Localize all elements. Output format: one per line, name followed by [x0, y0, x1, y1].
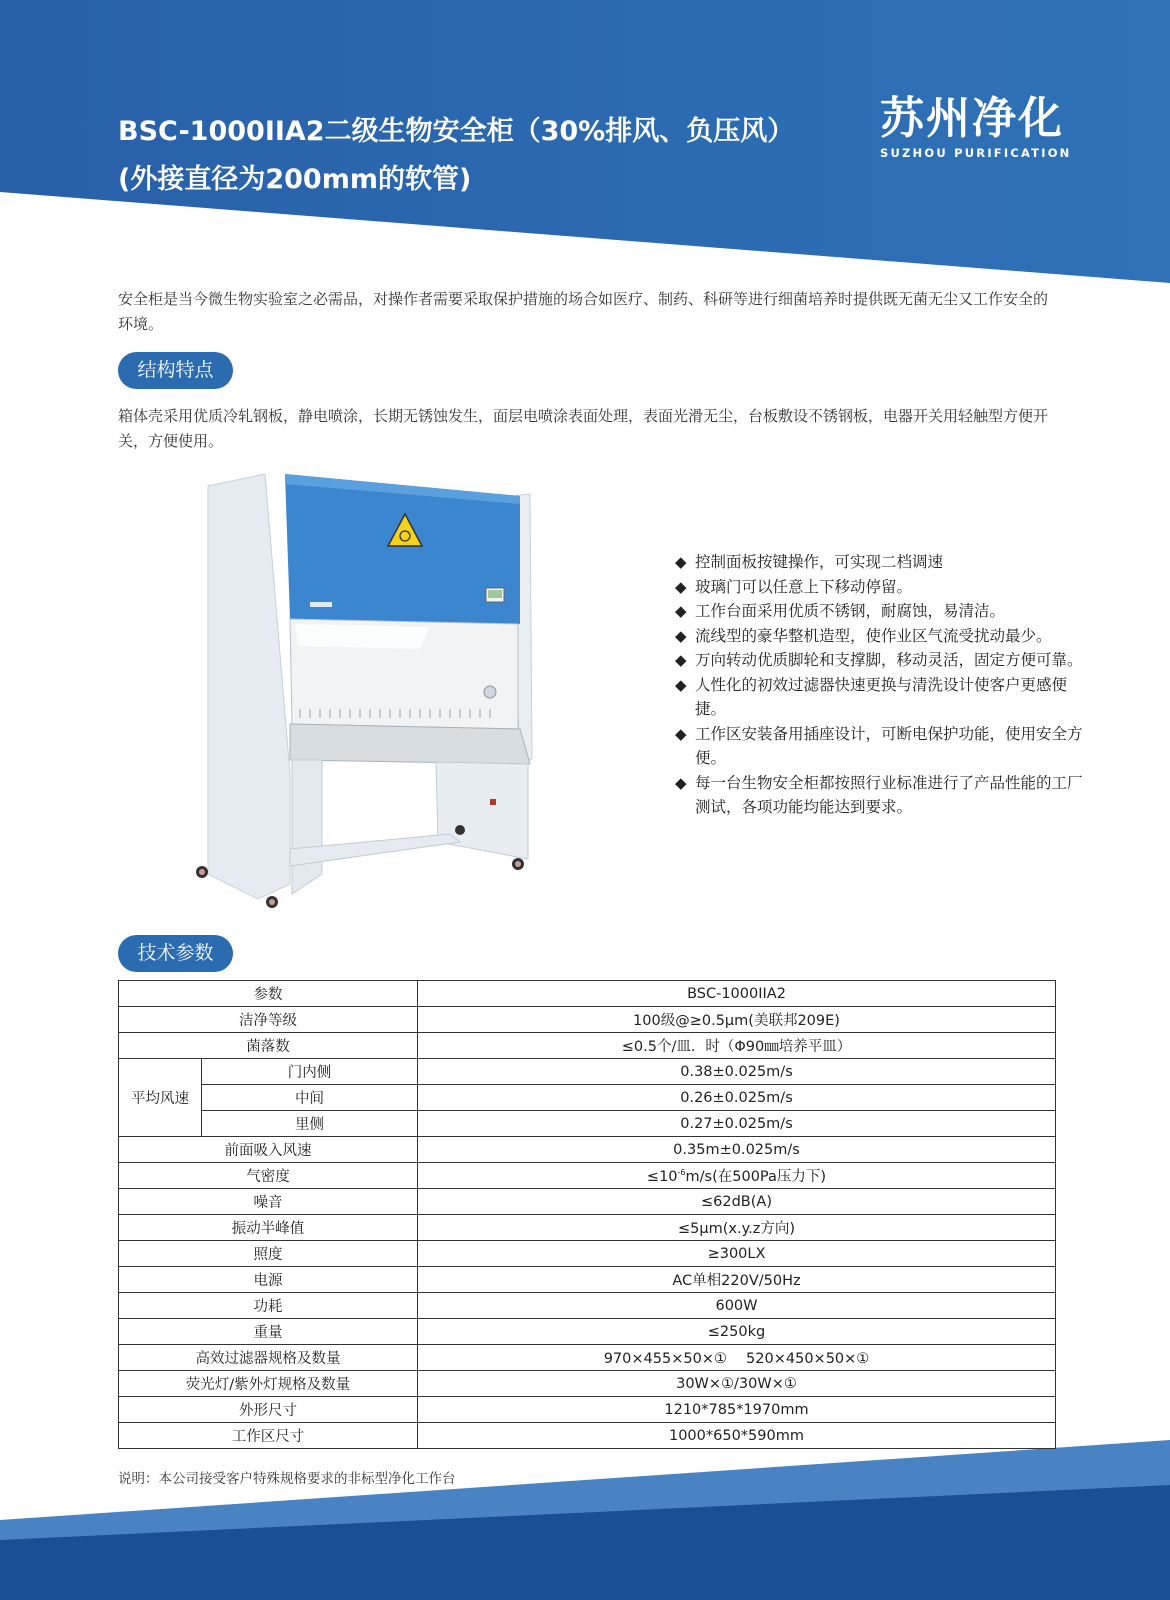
- table-row: [119, 1085, 1056, 1111]
- table-cell: 1210*785*1970mm: [418, 1397, 1056, 1423]
- spec-table: [118, 980, 1056, 1449]
- diamond-bullet-icon: ◆: [675, 553, 687, 571]
- table-cell: 100级@≥0.5μm(美联邦209E): [418, 1007, 1056, 1033]
- diamond-bullet-icon: ◆: [675, 602, 687, 620]
- table-row: [119, 1345, 1056, 1371]
- table-cell: 0.35m±0.025m/s: [418, 1137, 1056, 1163]
- table-cell: 工作区尺寸: [119, 1423, 418, 1449]
- table-cell: 噪音: [119, 1189, 418, 1215]
- feature-item: [675, 575, 1095, 600]
- intro-paragraph: 安全柜是当今微生物实验室之必需品，对操作者需要采取保护措施的场合如医疗、制药、科研等进行细菌培养时提供既无菌无尘又工作安全的环境。: [118, 290, 1049, 333]
- table-cell: 参数: [119, 981, 418, 1007]
- section-label-specs: 技术参数: [118, 935, 233, 972]
- table-header-row: [119, 981, 1056, 1007]
- logo-english: SUZHOU PURIFICATION: [880, 146, 1072, 160]
- table-row: [119, 1267, 1056, 1293]
- feature-text: 工作台面采用优质不锈钢，耐腐蚀，易清洁。: [695, 602, 1006, 620]
- table-row: [119, 1319, 1056, 1345]
- table-cell: 0.26±0.025m/s: [418, 1085, 1056, 1111]
- table-cell: 600W: [418, 1293, 1056, 1319]
- diamond-bullet-icon: ◆: [675, 675, 687, 694]
- table-cell: 1000*650*590mm: [418, 1423, 1056, 1449]
- structure-description: 箱体壳采用优质冷轧钢板，静电喷涂，长期无锈蚀发生，面层电喷涂表面处理，表面光滑无尘，台板敷设不锈钢板，电器开关用轻触型方便开关，方便使用。: [118, 407, 1049, 450]
- feature-item: [675, 771, 1095, 820]
- value-prefix: ≤10: [646, 1169, 678, 1185]
- table-cell: 振动半峰值: [119, 1215, 418, 1241]
- feature-item: [675, 722, 1095, 771]
- table-row: [119, 1423, 1056, 1449]
- table-cell: 0.27±0.025m/s: [418, 1111, 1056, 1137]
- footnote: 说明：本公司接受客户特殊规格要求的非标型净化工作台: [118, 1471, 456, 1487]
- footer-banner: [0, 1440, 1170, 1600]
- feature-item: [675, 648, 1095, 673]
- table-cell: 970×455×50×① 520×450×50×①: [418, 1345, 1056, 1371]
- section-label-structure: 结构特点: [118, 352, 233, 389]
- table-row: [119, 1189, 1056, 1215]
- table-row: [119, 1215, 1056, 1241]
- table-cell: 0.38±0.025m/s: [418, 1059, 1056, 1085]
- feature-item: [675, 550, 1095, 575]
- feature-text: 人性化的初效过滤器快速更换与清洗设计使客户更感便捷。: [695, 675, 1068, 718]
- table-cell-group: 平均风速: [119, 1059, 202, 1137]
- diamond-bullet-icon: ◆: [675, 724, 687, 743]
- value-suffix: m/s(在500Pa压力下): [685, 1169, 827, 1185]
- table-cell: 里侧: [202, 1111, 418, 1137]
- table-cell: 30W×①/30W×①: [418, 1371, 1056, 1397]
- table-cell: 门内侧: [202, 1059, 418, 1085]
- table-cell: 电源: [119, 1267, 418, 1293]
- table-cell: 外形尺寸: [119, 1397, 418, 1423]
- feature-text: 万向转动优质脚轮和支撑脚，移动灵活，固定方便可靠。: [695, 651, 1083, 669]
- table-row: [119, 1293, 1056, 1319]
- title-line-2: (外接直径为200mm的软管): [118, 164, 472, 195]
- feature-text: 每一台生物安全柜都按照行业标准进行了产品性能的工厂测试，各项功能均能达到要求。: [695, 773, 1083, 816]
- table-cell: 重量: [119, 1319, 418, 1345]
- company-logo: [880, 94, 1080, 160]
- table-cell: 中间: [202, 1085, 418, 1111]
- value-exponent: -6: [677, 1168, 686, 1178]
- diamond-bullet-icon: ◆: [675, 651, 687, 669]
- table-cell: 气密度: [119, 1163, 418, 1189]
- table-row: [119, 1137, 1056, 1163]
- diamond-bullet-icon: ◆: [675, 577, 687, 596]
- title-line-1: BSC-1000IIA2二级生物安全柜（30%排风、负压风）: [118, 116, 795, 147]
- table-row: [119, 1163, 1056, 1189]
- table-cell: 功耗: [119, 1293, 418, 1319]
- table-cell: 高效过滤器规格及数量: [119, 1345, 418, 1371]
- table-cell: ≤250kg: [418, 1319, 1056, 1345]
- logo-chinese: 苏州净化: [880, 93, 1064, 144]
- table-cell: 荧光灯/紫外灯规格及数量: [119, 1371, 418, 1397]
- table-cell: AC单相220V/50Hz: [418, 1267, 1056, 1293]
- diamond-bullet-icon: ◆: [675, 626, 687, 645]
- table-cell: ≥300LX: [418, 1241, 1056, 1267]
- page-title: [118, 108, 794, 204]
- feature-text: 玻璃门可以任意上下移动停留。: [695, 577, 913, 596]
- table-row: [119, 1059, 1056, 1085]
- product-image: [190, 474, 550, 934]
- table-cell: ≤0.5个/皿．时（Φ90㎜培养平皿）: [418, 1033, 1056, 1059]
- feature-text: 流线型的豪华整机造型，使作业区气流受扰动最少。: [695, 626, 1052, 645]
- table-row: [119, 1111, 1056, 1137]
- table-row: [119, 1033, 1056, 1059]
- feature-item: [675, 624, 1095, 649]
- table-cell: [418, 1163, 1056, 1189]
- feature-item: [675, 673, 1095, 722]
- table-row: [119, 1397, 1056, 1423]
- table-cell: 前面吸入风速: [119, 1137, 418, 1163]
- table-cell: 洁净等级: [119, 1007, 418, 1033]
- table-cell: BSC-1000IIA2: [418, 981, 1056, 1007]
- table-cell: ≤62dB(A): [418, 1189, 1056, 1215]
- diamond-bullet-icon: ◆: [675, 773, 687, 792]
- feature-list: [675, 550, 1095, 820]
- feature-item: [675, 599, 1095, 624]
- table-row: [119, 1007, 1056, 1033]
- table-row: [119, 1241, 1056, 1267]
- table-cell: 菌落数: [119, 1033, 418, 1059]
- feature-text: 控制面板按键操作，可实现二档调速: [695, 553, 944, 571]
- table-row: [119, 1371, 1056, 1397]
- table-cell: ≤5μm(x.y.z方向): [418, 1215, 1056, 1241]
- table-cell: 照度: [119, 1241, 418, 1267]
- feature-text: 工作区安装备用插座设计，可断电保护功能，使用安全方便。: [695, 724, 1083, 767]
